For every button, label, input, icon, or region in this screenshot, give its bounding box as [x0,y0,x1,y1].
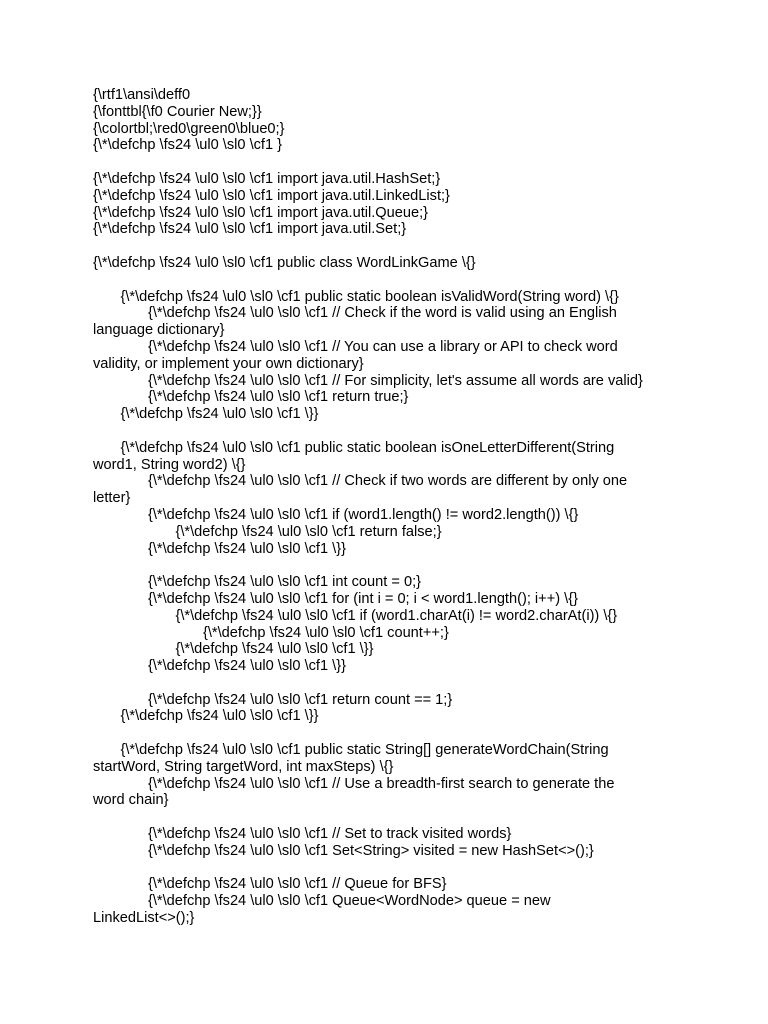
text-line: {\*\defchp \fs24 \ul0 \sl0 \cf1 } [93,137,283,154]
text-line: startWord, String targetWord, int maxSteps) \{} [93,758,394,775]
text-line: {\*\defchp \fs24 \ul0 \sl0 \cf1 \}} [120,708,319,725]
text-line: {\*\defchp \fs24 \ul0 \sl0 \cf1 public static boolean isOneLetterDifferent(String [120,439,615,456]
text-line: {\*\defchp \fs24 \ul0 \sl0 \cf1 // You can use a library or API to check word [148,338,618,355]
blank-line [93,238,693,255]
text-line: {\*\defchp \fs24 \ul0 \sl0 \cf1 public static boolean isValidWord(String word) \{} [120,288,619,305]
blank-line [93,557,693,574]
text-line: {\*\defchp \fs24 \ul0 \sl0 \cf1 import java.util.LinkedList;} [93,187,450,204]
text-line: {\*\defchp \fs24 \ul0 \sl0 \cf1 if (word1.charAt(i) != word2.charAt(i)) \{} [175,607,618,624]
text-line: {\*\defchp \fs24 \ul0 \sl0 \cf1 return count == 1;} [148,691,453,708]
text-line: {\*\defchp \fs24 \ul0 \sl0 \cf1 return false;} [175,523,442,540]
text-line: {\rtf1\ansi\deff0 [93,87,191,103]
text-line: {\*\defchp \fs24 \ul0 \sl0 \cf1 for (int i = 0; i < word1.length(); i++) \{} [148,590,578,607]
blank-line [93,809,693,826]
text-line: language dictionary} [93,322,225,339]
blank-line [93,675,693,692]
text-line: {\*\defchp \fs24 \ul0 \sl0 \cf1 public class WordLinkGame \{} [93,254,476,271]
text-line: {\colortbl;\red0\green0\blue0;} [93,120,285,137]
text-line: {\*\defchp \fs24 \ul0 \sl0 \cf1 \}} [175,641,374,658]
text-line: {\*\defchp \fs24 \ul0 \sl0 \cf1 return true;} [148,389,409,406]
blank-line [93,272,693,289]
text-line: {\*\defchp \fs24 \ul0 \sl0 \cf1 // Queue for BFS} [148,876,447,893]
text-line: {\*\defchp \fs24 \ul0 \sl0 \cf1 import java.util.Queue;} [93,204,429,221]
text-line: {\*\defchp \fs24 \ul0 \sl0 \cf1 public static String[] generateWordChain(String [120,742,609,759]
document-body [93,87,693,927]
text-line: {\*\defchp \fs24 \ul0 \sl0 \cf1 \}} [148,658,346,675]
text-line: {\*\defchp \fs24 \ul0 \sl0 \cf1 int count = 0;} [148,574,421,591]
text-line: {\*\defchp \fs24 \ul0 \sl0 \cf1 // For simplicity, let's assume all words are valid} [148,372,643,389]
text-line: {\*\defchp \fs24 \ul0 \sl0 \cf1 \}} [120,406,319,423]
blank-line [93,423,693,440]
blank-line [93,725,693,742]
text-line: word chain} [93,792,169,809]
text-line: {\*\defchp \fs24 \ul0 \sl0 \cf1 // Set to track visited words} [148,826,512,843]
text-line: {\fonttbl{\f0 Courier New;}} [93,103,262,120]
text-line: word1, String word2) \{} [93,456,246,473]
text-line: LinkedList<>();} [93,910,195,927]
blank-line [93,860,693,877]
blank-line [93,154,693,171]
text-line: {\*\defchp \fs24 \ul0 \sl0 \cf1 // Check if two words are different by only one [148,473,628,490]
text-line: {\*\defchp \fs24 \ul0 \sl0 \cf1 import java.util.Set;} [93,221,407,238]
text-line: {\*\defchp \fs24 \ul0 \sl0 \cf1 Set<String> visited = new HashSet<>();} [148,842,594,859]
text-line: letter} [93,490,131,507]
text-line: {\*\defchp \fs24 \ul0 \sl0 \cf1 Queue<WordNode> queue = new [148,893,551,910]
text-line: validity, or implement your own dictionary} [93,355,364,372]
text-line: {\*\defchp \fs24 \ul0 \sl0 \cf1 import java.util.HashSet;} [93,170,441,187]
text-line: {\*\defchp \fs24 \ul0 \sl0 \cf1 // Use a breadth-first search to generate the [148,775,615,792]
text-line: {\*\defchp \fs24 \ul0 \sl0 \cf1 // Check if the word is valid using an English [148,305,617,322]
text-line: {\*\defchp \fs24 \ul0 \sl0 \cf1 count++;} [203,624,449,641]
text-line: {\*\defchp \fs24 \ul0 \sl0 \cf1 if (word1.length() != word2.length()) \{} [148,506,579,523]
text-line: {\*\defchp \fs24 \ul0 \sl0 \cf1 \}} [148,540,346,557]
